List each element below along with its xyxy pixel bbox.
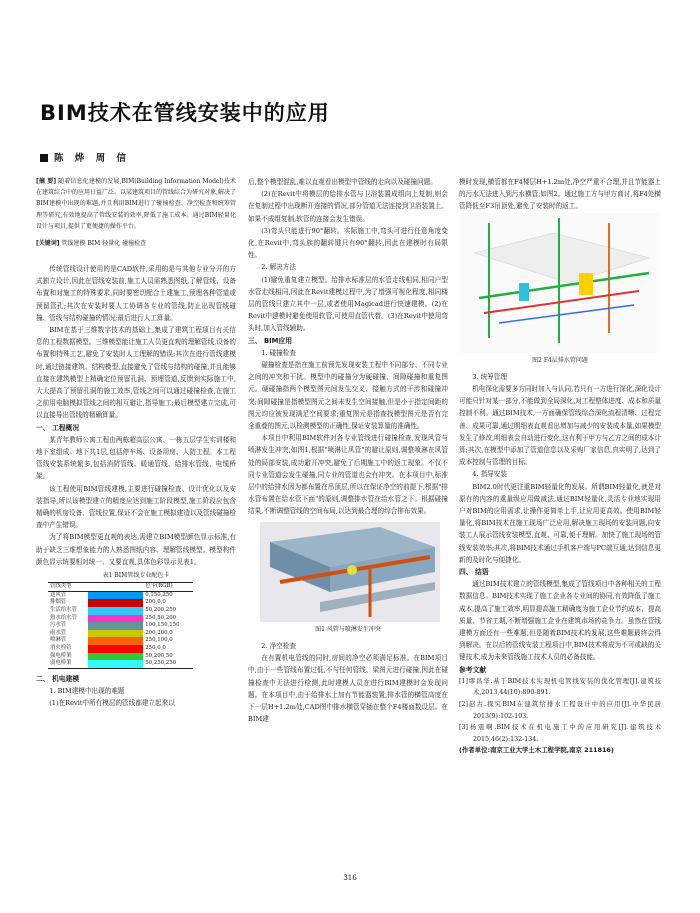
reference-item: [1]缪昌华.基于BIM技术实现机电管线安装的优化管理[J].建筑技术,2013,44(10):890-891.	[459, 677, 661, 697]
table-row	[48, 622, 193, 630]
keywords-label: [关键词]	[36, 240, 60, 248]
section-heading: 三、 BIM应用	[248, 336, 293, 345]
pipe-type-cell: 强电桥架	[50, 652, 72, 659]
rgb-cell: 50,250,250	[143, 660, 193, 668]
table-row	[48, 645, 193, 653]
table-row	[48, 660, 193, 668]
pipe-type-cell: 喷淋管	[50, 637, 67, 644]
rgb-cell: 50,200,50	[145, 652, 173, 659]
rgb-cell: 200,0,0	[145, 599, 166, 606]
paragraph: 传统管线设计使用的是CAD软件,采用的是与其他专业分开的方式独立设计,因此在管线安装前,施工人员需熟悉图纸,了解管线、设备布置和对施工的特殊要求,同时要密切配合土建施工,预埋各种管道或预留管孔;其次在安装时要人工协调各专业的管线,防止出现管线碰撞、管线与结构碰撞的情况;最后进行人工算量。	[36, 265, 236, 322]
color-swatch	[88, 607, 143, 615]
color-swatch	[88, 630, 143, 638]
paragraph: 碰撞检查是指在施工前预先发现安装工程中不同部分、不同专业之间的冲突和干扰。模型中的碰撞分为硬碰撞、间隙碰撞和重复图元。硬碰撞指两个模型图元间发生交叉、接触方式的干涉和碰撞冲突;间隙碰撞是指模型图元之间未发生空间接触,但是小于指定间距的图元均应被发现满足空间要求;重复图元是指查找模型图元是否有完全重叠的图元,以检测模型的正确性,保证安装算量的准确性。	[248, 361, 448, 431]
author-line	[40, 150, 130, 164]
subsection-heading: 4. 指导安装	[472, 470, 507, 479]
pipe-type-cell: 弱电桥架	[48, 660, 88, 668]
rgb-cell: 0,150,250	[145, 591, 173, 598]
energy-saver-unit	[579, 273, 593, 295]
table-row	[48, 630, 193, 638]
figure-duct-sprinkler-clash	[260, 522, 440, 622]
column-1	[36, 176, 236, 709]
reference-item: [3]杨震啊.BIM技术在机电施工中的应用研究[J].建筑技术 2015,46(2):132-134.	[459, 724, 661, 743]
paragraph: (2)在Revit中将模层的给排水管与卫浴装置成组向上复制,则会在复制过程中出现断开连接的情况,部分管道无法连接到卫浴装置上。如果不成组复制,软管的连接会发生错误。	[248, 190, 448, 223]
paragraph: 模时发现,横管都在F4楼层H+1.2m处,净空严重不合理,并且节能器上的污水无法进入到污水横管,如图2。通过施工方与甲方商讨,将F4处横管降低至F3吊顶处,避免了安装时的返工。	[459, 178, 661, 211]
paragraph: 机电深化需要多方同时加入与认同,若只有一方进行深化,深化设计可能只针对某一部分,不能做到全局深化,对工程整体进度、成本和质量控制不利。通过BIM技术,一方面确保管线综合深化流程清晰、过程完善、成果可靠,通过明细表直观看出增加与减少的安装成本量,如果模型发生了修改,明细表会自动进行变化,这有利于甲方与乙方之间的成本计算;其次,在模型中添加了管道信息以及采购厂家信息,真实明了,达到了成本控制与管理的目标。	[459, 385, 662, 467]
table-row	[48, 607, 193, 615]
paragraph: 在有置机电管线的同时,房间的净空必须满足标准。在BIM项目中,由于一些管线布置过低,不与任何管线、梁图元进行碰撞,因此在碰撞检查中无法进行检测,此时建模人员在进行BIM建模时会发现问题。在本项目中,由于给排水上加有节能器装置,排水管的横管高度在下一层H+1.2m处,CAD图中排水横管穿插在整个F4楼面数设层。在BIM建	[248, 654, 448, 724]
color-swatch	[88, 653, 143, 661]
table-header-type: 管线类型	[48, 583, 88, 592]
color-swatch	[88, 591, 143, 599]
reference-item: [2]赵古.探究BIM在建筑给排水工程设计中的应用[J].中华民居 2013(9):102-103.	[459, 701, 661, 720]
keywords	[36, 238, 236, 249]
color-swatch	[88, 615, 143, 623]
pipe-type-cell: 排烟管	[50, 599, 67, 606]
references-heading: 参考文献	[459, 665, 487, 674]
section-heading: 一、 工程概况	[36, 423, 80, 432]
rgb-cell: 50,200,250	[145, 607, 177, 614]
subsection-heading: 2. 净空检查	[261, 641, 296, 650]
paragraph: 本项目中利用BIM软件对各专业管线进行碰撞检查,发现风管与喷淋发生冲突,如图1,根据"喷淋让风管"的避让原则,调整喷淋在风管处的局部安装,成功避开冲突,避免了后期施工中的返工现象。不仅不同专业管道会发生碰撞,同专业的管道也会有冲突。在本项目中,标准层中的给排水因为都布置在吊顶层,所以在保证净空的前提下,根据"排水管布置在给水管下面"的原则,调整排水管在给水管之下。根据碰撞结果,不断调整管线的空间布局,以达到最合理的综合排布效果。	[248, 434, 448, 516]
table-header-swatch	[88, 583, 143, 592]
article-title: BIM技术在管线安装中的应用	[40, 101, 330, 125]
figure-caption: 图1 风管与喷淋发生冲突	[315, 625, 381, 633]
paragraph: 该工程使用BIM管线建模,主要进行碰撞检查、设计优化以及安装指导,所以该模型建立的精度应达到施工阶段模型,施工阶段应包含精确的机房设备、管线位置,保证不会在施工模拟建造以及管线碰撞检查中产生错误。	[36, 484, 236, 530]
paragraph: (1)在Revit中所有模层的管线都建立起来以	[49, 699, 175, 708]
table-row	[48, 591, 193, 599]
table-row	[48, 599, 193, 607]
bullet-square-icon	[40, 154, 48, 162]
paragraph: 为了将BIM模型更直观的表达,需建立BIM模型颜色显示标准,有助于缺乏三维想象能力的人熟悉图纸内容、理解管线模型。模型构件颜色显示统要相对统一、又要直观,具体色彩显示见表1。	[36, 533, 236, 566]
subsection-heading: 1. BIM建模中出现的难题	[49, 687, 125, 696]
pipe-type-cell: 污水管	[50, 622, 67, 629]
paragraph: 通过BIM技术建立的管线模型,集成了管线项目中各种相关的工程数据信息。BIM技术实现了施工企业各专业间的协同,有效降低了施工成本,提高了施工效率,明显提高施工精确度为施工企业节约成本、提高质量、节省工期,不断增强施工企业在建筑市场的竞争力。虽然在管线建模方面还有一些难题,但是随着BIM技术的发展,这些难题最终会得到解决。在以后的管线安装工程项目中,BIM技术将成为不可或缺的关键技术,成为未来管线施工技术人员的必备技能。	[459, 580, 662, 662]
keywords-text: 管线建模 BIM 轻量化 碰撞检查	[61, 240, 147, 248]
abstract-text: 随着信息化建模的发展,BIM(Building Information Model)技术在建筑综合中的应用日益广泛。以某建筑项目的管线综合为研究对象,解决了BIM建模中出现的难题,并且利用BIM进行了碰撞检查、净空检查和统筹管理等研究,有效地提高了管线安装的效率,降低了施工成本。通过BIM轻量化设计与项目,提供了更便捷的操作平台。	[36, 178, 236, 230]
paragraph: BIM2.0时代更注重BIM轻量化的发展。所谓BIM轻量化,就是对原有的内容的重量级应用做减法,通过BIM轻量化,灵活专业地实现用户对BIM的应用需求,让操作更简单上手,让应用更高效。使用BIM轻量化,将BIM技术在施工现场广泛应用,解决施工现场的安装问题,向安装工人展示管线安装模型,直观、可靠,便于理解。加快了施工现场的管线安装效率;其次,将BIM技术通过手机客户端与PC端互通,达到信息更新的及时化与便捷化。	[459, 482, 662, 564]
pipe-type-cell: 送风管	[50, 591, 67, 598]
subsection-heading: 3. 统筹管理	[472, 372, 507, 381]
color-swatch	[88, 637, 143, 645]
paragraph: BIM在基于三维数字技术的基础上,集成了建筑工程项目有关信息的工程数据模型。三维模型能让施工人员更直观的理解管线,设备的布置和特殊工艺,避免了安装时人工理解的错误;其次在进行管线建模时,通过链接建筑、结构模型,直接避免了管线与结构的碰撞,并且能够直接在建筑模型上精确定位预留孔洞、预埋管道,反馈到实际施工中,大大提高了预留孔洞的施工效率,管线之间可以通过碰撞检查,在施工之前用电脑模拟管线之间的相互避让,指导施工;最后模型建立完成,可以直接导出管线的精确算量。	[36, 326, 236, 420]
column-2	[248, 176, 448, 725]
subsection-heading: 2. 解决方法	[261, 263, 296, 272]
pipe-type-cell: 生活给水管	[50, 607, 77, 614]
color-swatch	[88, 622, 143, 630]
pipe-type-cell: 热水给水管	[50, 614, 77, 621]
rgb-cell: 100,150,150	[145, 622, 180, 629]
abstract-label: [摘 要]	[36, 178, 57, 185]
rgb-cell: 250,0,0	[145, 645, 166, 652]
pipe-type-cell: 雨水管	[50, 629, 67, 636]
subsection-heading: 1. 碰撞检查	[261, 348, 296, 357]
table-row	[48, 637, 193, 645]
author-affiliation: (作者单位:南京工业大学土木工程学院,南京 211816)	[459, 746, 614, 755]
rgb-cell: 200,200,0	[145, 629, 173, 636]
color-table	[48, 582, 193, 669]
table-caption: 表1 BIM管线专业配色卡	[102, 572, 170, 580]
figure-caption: 图2 F4层排水管问题	[532, 356, 588, 364]
color-swatch	[88, 660, 143, 668]
color-swatch	[88, 645, 143, 653]
abstract	[36, 176, 236, 232]
table-header-row	[48, 583, 193, 592]
rgb-cell: 250,100,0	[145, 637, 173, 644]
author-names: 陈 烨 周 信	[54, 153, 130, 164]
color-swatch	[88, 599, 143, 607]
table-header-rgb: 色卡(RGB)	[143, 583, 193, 592]
section-heading: 二、 机电建模	[36, 674, 80, 683]
paragraph: 后,整个模型混乱,难以直观看出模型中管线的走向以及碰撞问题。	[248, 178, 437, 186]
figure-f4-drain-pipe	[459, 213, 659, 353]
paragraph: (1)避免重复建立模型。给排水标准层的水管走线相同,相同户型水管走线相同,因此在Revit建模过程中,为了增强可视化程度,相同楼层的管线只建立其中一层,或者使用Magicad进行快速建模。(2)在Revit中建模时避免使用软管,可使用直管代替。(3)在Revit中使用弯头时,加入管线辅助。	[248, 275, 448, 333]
pipe-type-cell: 消火栓管	[50, 645, 72, 652]
rgb-cell: 250,50,200	[145, 614, 177, 621]
paragraph: (3)弯头只能进行90°翻转。实际施工中,弯头可进行任意角度变化,在Revit中,弯头族的翻转键只有90°翻转,因此在建模时有局限性。	[248, 226, 448, 260]
column-3	[459, 176, 661, 757]
paragraph: 某青年教师公寓工程由两栋超高层公寓、一栋五层学生实训楼和地下室组成。地下共1层,包括停车场、设备用房、人防工程。本工程管线安装系统繁多,包括消防管线、暖通管线、给排水管线、电缆桥架。	[36, 435, 236, 481]
table-row	[48, 615, 193, 623]
page-number: 316	[343, 874, 357, 882]
section-heading: 四、 结语	[459, 568, 489, 577]
fixture	[519, 283, 529, 301]
clash-marker	[347, 565, 357, 575]
